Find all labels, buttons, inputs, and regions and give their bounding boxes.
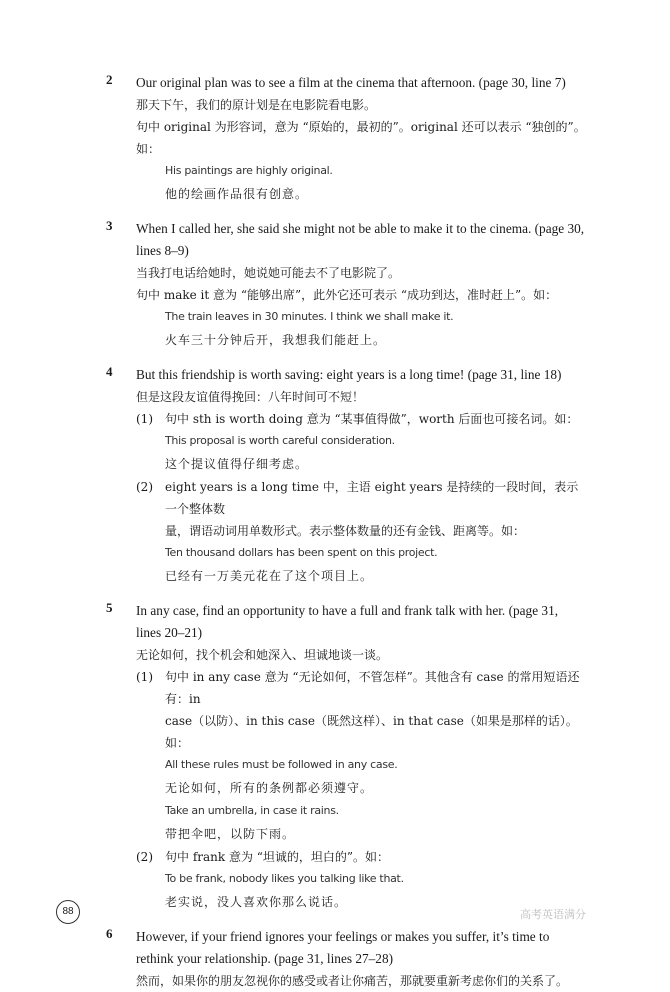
sub-number: (2)	[136, 850, 153, 864]
note-item-4	[108, 364, 590, 588]
sub-number: (2)	[136, 480, 153, 494]
sub-number: (1)	[136, 412, 153, 426]
english-sentence: Our original plan was to see a film at the cinema that afternoon. (page 30, line 7)	[136, 75, 566, 90]
example-english: The train leaves in 30 minutes. I think we shall make it.	[165, 310, 454, 323]
sub-number: (1)	[136, 670, 153, 684]
english-sentence-cont: lines 20–21)	[136, 625, 203, 640]
item-number: 4	[106, 364, 113, 379]
chinese-translation: 无论如何，找个机会和她深入、坦诚地谈一谈。	[136, 648, 389, 662]
english-sentence: In any case, find an opportunity to have a full and frank talk with her. (page 31,	[136, 603, 559, 618]
english-sentence-cont: lines 8–9)	[136, 243, 189, 258]
item-number: 5	[106, 600, 113, 615]
note-item-2	[108, 72, 590, 206]
sub-note-1	[108, 666, 590, 710]
chinese-translation: 当我打电话给她时，她说她可能去不了电影院了。	[136, 266, 401, 280]
explanation-cont: 量，谓语动词用单数形式。表示整体数量的还有金钱、距离等。如：	[165, 524, 526, 538]
example-chinese: 无论如何，所有的条例都必须遵守。	[165, 781, 374, 795]
example-chinese: 他的绘画作品很有创意。	[165, 187, 309, 201]
explanation: 句中 in any case 意为 “无论如何，不管怎样”。其他含有 case 的常用短语还有：in	[165, 670, 580, 706]
sub-note-2	[108, 476, 590, 520]
example-english: Ten thousand dollars has been spent on this project.	[165, 546, 438, 559]
example-chinese: 带把伞吧，以防下雨。	[165, 827, 296, 841]
chinese-translation: 然而，如果你的朋友忽视你的感受或者让你痛苦，那就要重新考虑你们的关系了。	[136, 974, 569, 988]
note-item-5	[108, 600, 590, 914]
english-sentence: However, if your friend ignores your feelings or makes you suffer, it’s time to	[136, 929, 550, 944]
explanation: 句中 original 为形容词，意为 “原始的，最初的”。original 还可以表示 “独创的”。如：	[136, 120, 586, 156]
watermark: 高考英语满分	[520, 908, 586, 921]
example-chinese: 这个提议值得仔细考虑。	[165, 457, 309, 471]
english-sentence: But this friendship is worth saving: eight years is a long time! (page 31, line 18)	[136, 367, 562, 382]
explanation: 句中 frank 意为 “坦诚的，坦白的”。如：	[165, 850, 390, 864]
example-english: To be frank, nobody likes you talking like that.	[165, 872, 404, 885]
english-sentence-cont: rethink your relationship. (page 31, lines 27–28)	[136, 951, 394, 966]
explanation: eight years is a long time 中，主语 eight years 是持续的一段时间，表示一个整体数	[165, 480, 579, 516]
item-number: 6	[106, 926, 113, 941]
item-number: 3	[106, 218, 113, 233]
page-number: 88	[56, 900, 80, 924]
example-chinese: 老实说，没人喜欢你那么说话。	[165, 895, 348, 909]
example-english: Take an umbrella, in case it rains.	[165, 804, 339, 817]
note-item-3	[108, 218, 590, 352]
example-english: All these rules must be followed in any case.	[165, 758, 398, 771]
example-english: His paintings are highly original.	[165, 164, 333, 177]
example-chinese: 已经有一万美元花在了这个项目上。	[165, 569, 374, 583]
chinese-translation: 那天下午，我们的原计划是在电影院看电影。	[136, 98, 377, 112]
explanation-cont: case（以防）、in this case（既然这样）、in that case（如果是那样的话）。如：	[165, 714, 578, 750]
english-sentence: When I called her, she said she might not be able to make it to the cinema. (page 30,	[136, 221, 585, 236]
chinese-translation: 但是这段友谊值得挽回：八年时间可不短！	[136, 390, 365, 404]
explanation: 句中 sth is worth doing 意为 “某事值得做”，worth 后面也可接名词。如：	[165, 412, 579, 426]
sub-note-2	[108, 846, 590, 868]
explanation: 句中 make it 意为 “能够出席”，此外它还可表示 “成功到达，准时赶上”。如：	[136, 288, 558, 302]
example-english: This proposal is worth careful consideration.	[165, 434, 395, 447]
note-item-6	[108, 926, 590, 992]
example-chinese: 火车三十分钟后开，我想我们能赶上。	[165, 333, 387, 347]
sub-note-1	[108, 408, 590, 430]
item-number: 2	[106, 72, 113, 87]
